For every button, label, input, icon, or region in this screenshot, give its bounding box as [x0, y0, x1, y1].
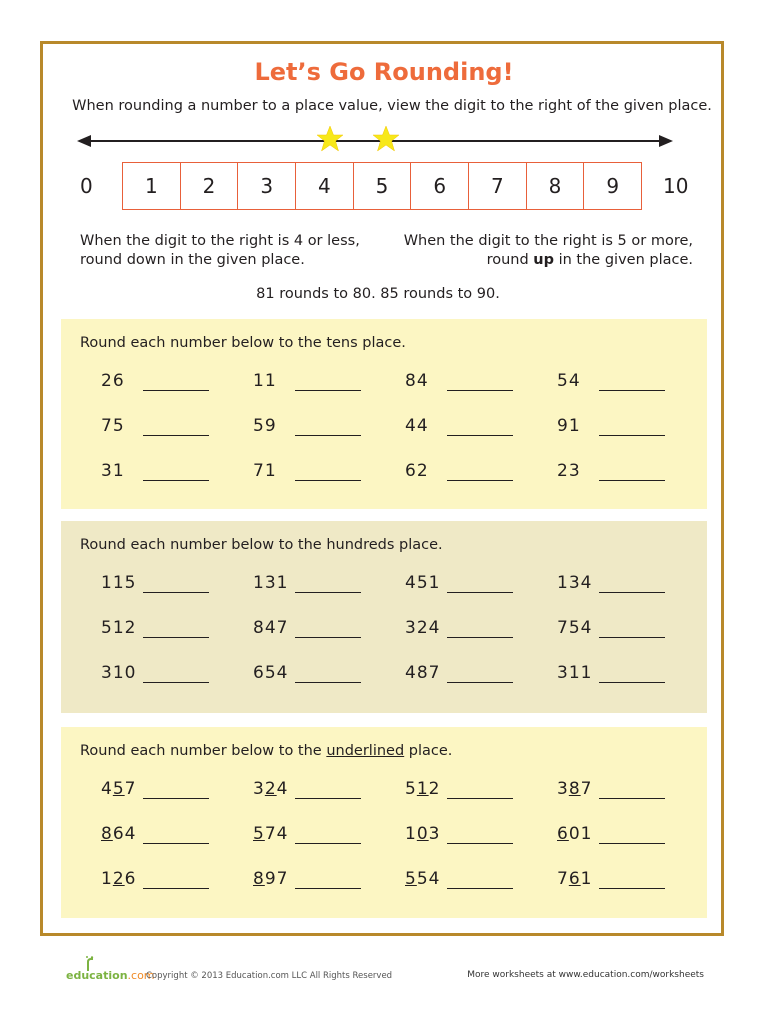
problem-number: 91 [557, 416, 581, 436]
digit-cell: 4 [296, 163, 354, 209]
number-line-start: 0 [80, 174, 93, 198]
instruction-text: Round each number below to the [80, 743, 327, 759]
digit-cell: 1 [123, 163, 181, 209]
problem-number: 847 [253, 618, 289, 638]
rounding-problem [101, 569, 251, 599]
rounding-problem [405, 865, 555, 895]
rounding-problem [101, 820, 251, 850]
answer-blank[interactable] [447, 480, 513, 481]
rule-text: When the digit to the right is 4 or less, [80, 233, 360, 249]
rounding-problem [253, 775, 403, 805]
problem-number: 23 [557, 461, 581, 481]
intro-text: When rounding a number to a place value, view the digit to the right of the given place. [72, 98, 712, 114]
digit-cell: 7 [469, 163, 527, 209]
rounding-problem [405, 367, 555, 397]
rounding-problem [253, 457, 403, 487]
rounding-problem [253, 820, 403, 850]
problem-row [61, 367, 707, 397]
digit-cell: 2 [181, 163, 239, 209]
answer-blank[interactable] [599, 637, 665, 638]
answer-blank[interactable] [447, 592, 513, 593]
answer-blank[interactable] [295, 435, 361, 436]
rounding-problem [253, 367, 403, 397]
round-up-rule [380, 232, 693, 270]
problem-number: 84 [405, 371, 429, 391]
answer-blank[interactable] [295, 798, 361, 799]
answer-blank[interactable] [599, 390, 665, 391]
rounding-problem [557, 659, 707, 689]
problem-number: 54 [557, 371, 581, 391]
rounding-problem [101, 614, 251, 644]
rounding-problem [405, 614, 555, 644]
underlined-section [61, 727, 707, 918]
rounding-problem [557, 367, 707, 397]
rule-text-part: in the given place. [554, 252, 693, 268]
section-instruction: Round each number below to the hundreds place. [80, 537, 443, 553]
rule-text: round down in the given place. [80, 252, 305, 268]
problem-row [61, 569, 707, 599]
section-instruction: Round each number below to the tens place. [80, 335, 406, 351]
answer-blank[interactable] [143, 435, 209, 436]
problem-number: 311 [557, 663, 593, 683]
problem-number: 324 [405, 618, 441, 638]
problem-number: 71 [253, 461, 277, 481]
answer-blank[interactable] [599, 435, 665, 436]
round-down-rule [80, 232, 380, 270]
copyright-text: Copyright © 2013 Education.com LLC All Rights Reserved [146, 971, 393, 981]
rounding-problem [557, 457, 707, 487]
problem-number: 131 [253, 573, 289, 593]
problem-number: 11 [253, 371, 277, 391]
problem-number: 59 [253, 416, 277, 436]
problem-row [61, 865, 707, 895]
rounding-problem [253, 412, 403, 442]
problem-number: 62 [405, 461, 429, 481]
rounding-problem [101, 775, 251, 805]
answer-blank[interactable] [599, 888, 665, 889]
answer-blank[interactable] [143, 798, 209, 799]
problem-row [61, 659, 707, 689]
digit-cell: 5 [354, 163, 412, 209]
answer-blank[interactable] [143, 843, 209, 844]
number-line-arrow [75, 124, 675, 158]
rounding-problem [101, 412, 251, 442]
answer-blank[interactable] [447, 798, 513, 799]
digit-cell: 3 [238, 163, 296, 209]
more-worksheets-link[interactable]: More worksheets at www.education.com/worksheets [467, 970, 704, 980]
rounding-problem [405, 569, 555, 599]
problem-number: 44 [405, 416, 429, 436]
star-icon [317, 126, 343, 151]
section-instruction [80, 743, 452, 759]
rounding-problem [405, 775, 555, 805]
digit-cell: 9 [606, 174, 620, 198]
tens-section [61, 319, 707, 509]
answer-blank[interactable] [295, 592, 361, 593]
rule-emphasis: up [533, 252, 554, 268]
answer-blank[interactable] [143, 682, 209, 683]
answer-blank[interactable] [447, 843, 513, 844]
problem-number: 134 [557, 573, 593, 593]
education-brand [66, 969, 155, 982]
answer-blank[interactable] [295, 682, 361, 683]
problem-number: 554 [405, 869, 441, 889]
answer-blank[interactable] [295, 888, 361, 889]
rounding-problem [405, 457, 555, 487]
rounding-problem [101, 865, 251, 895]
answer-blank[interactable] [295, 390, 361, 391]
rounding-problem [405, 820, 555, 850]
answer-blank[interactable] [295, 843, 361, 844]
problem-number: 761 [557, 869, 593, 889]
number-line-end: 10 [663, 174, 689, 198]
problem-row [61, 614, 707, 644]
rounding-problem [557, 614, 707, 644]
problem-number: 601 [557, 824, 593, 844]
problem-number: 897 [253, 869, 289, 889]
rounding-problem [253, 614, 403, 644]
problem-row [61, 775, 707, 805]
answer-blank[interactable] [143, 480, 209, 481]
instruction-text: place. [404, 743, 453, 759]
problem-number: 31 [101, 461, 125, 481]
instruction-underlined: underlined [326, 743, 405, 759]
problem-number: 457 [101, 779, 137, 799]
problem-number: 75 [101, 416, 125, 436]
rounding-problem [557, 569, 707, 599]
problem-number: 451 [405, 573, 441, 593]
rounding-problem [557, 820, 707, 850]
problem-number: 654 [253, 663, 289, 683]
answer-blank[interactable] [295, 637, 361, 638]
answer-blank[interactable] [447, 435, 513, 436]
rule-text-part: round [486, 252, 534, 268]
digit-cell: 6 [411, 163, 469, 209]
answer-blank[interactable] [599, 682, 665, 683]
answer-blank[interactable] [447, 637, 513, 638]
answer-blank[interactable] [143, 888, 209, 889]
problem-number: 754 [557, 618, 593, 638]
problem-number: 324 [253, 779, 289, 799]
rounding-problem [405, 412, 555, 442]
rounding-problem [557, 865, 707, 895]
answer-blank[interactable] [447, 682, 513, 683]
problem-number: 512 [101, 618, 137, 638]
problem-number: 864 [101, 824, 137, 844]
problem-number: 115 [101, 573, 137, 593]
problem-number: 126 [101, 869, 137, 889]
answer-blank[interactable] [447, 888, 513, 889]
rounding-problem [557, 775, 707, 805]
answer-blank[interactable] [143, 390, 209, 391]
problem-number: 512 [405, 779, 441, 799]
hundreds-section [61, 521, 707, 713]
digit-boxes [122, 162, 642, 210]
answer-blank[interactable] [599, 843, 665, 844]
rounding-example: 81 rounds to 80. 85 rounds to 90. [256, 286, 500, 302]
rounding-problem [253, 659, 403, 689]
rounding-problem [253, 865, 403, 895]
problem-row [61, 820, 707, 850]
rounding-problem [253, 569, 403, 599]
problem-row [61, 457, 707, 487]
answer-blank[interactable] [599, 592, 665, 593]
rounding-problem [101, 457, 251, 487]
problem-number: 103 [405, 824, 441, 844]
problem-number: 26 [101, 371, 125, 391]
digit-cell: 8 [527, 163, 585, 209]
rule-text [380, 251, 693, 270]
problem-row [61, 412, 707, 442]
answer-blank[interactable] [295, 480, 361, 481]
brand-name: education [66, 969, 128, 982]
rule-text: When the digit to the right is 5 or more, [403, 233, 693, 249]
answer-blank[interactable] [599, 480, 665, 481]
answer-blank[interactable] [447, 390, 513, 391]
rounding-problem [101, 367, 251, 397]
answer-blank[interactable] [143, 592, 209, 593]
answer-blank[interactable] [143, 637, 209, 638]
star-icon [373, 126, 399, 151]
problem-number: 387 [557, 779, 593, 799]
rounding-problem [405, 659, 555, 689]
brand-suffix: .com [127, 969, 155, 982]
problem-number: 310 [101, 663, 137, 683]
problem-number: 574 [253, 824, 289, 844]
answer-blank[interactable] [599, 798, 665, 799]
worksheet-title: Let’s Go Rounding! [254, 58, 514, 86]
rounding-problem [101, 659, 251, 689]
problem-number: 487 [405, 663, 441, 683]
rounding-problem [557, 412, 707, 442]
